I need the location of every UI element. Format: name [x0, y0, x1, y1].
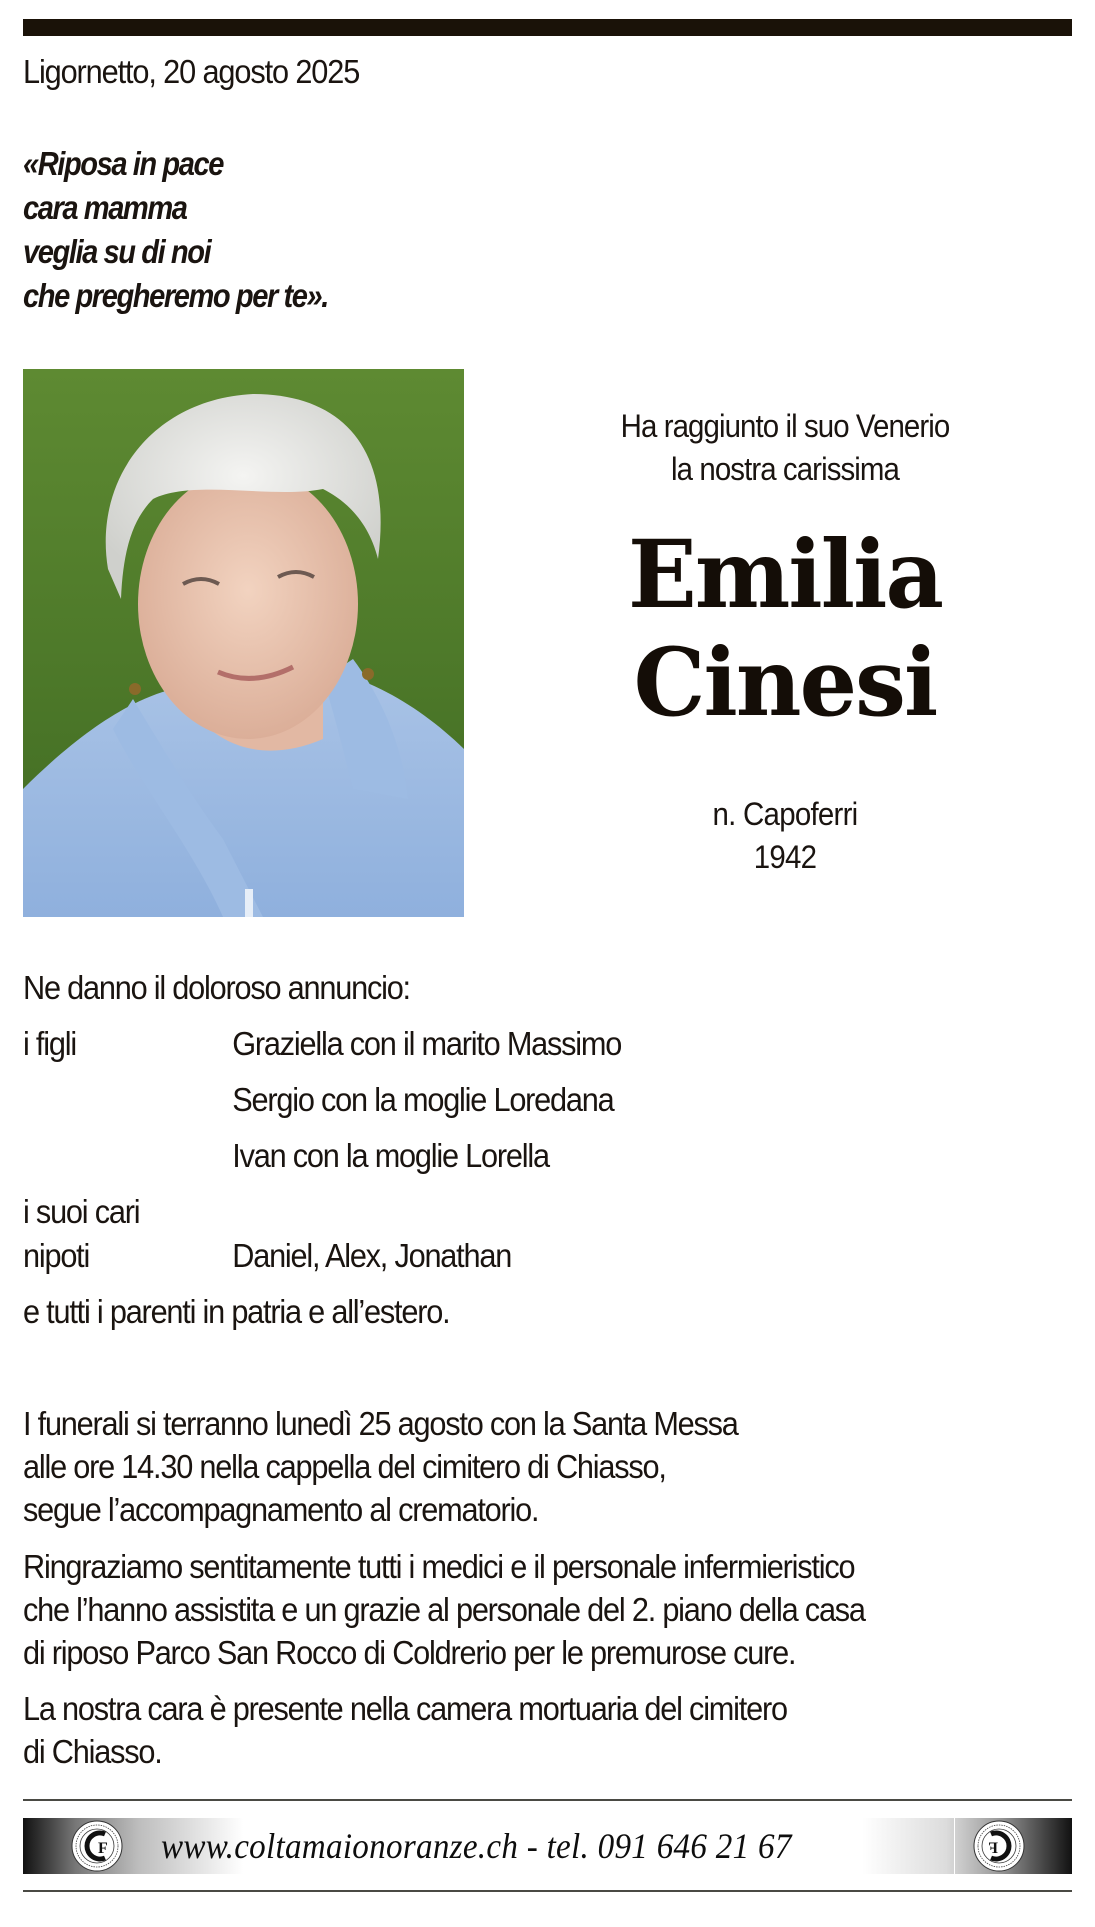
birth-info — [541, 793, 1029, 879]
announcement-block — [520, 405, 1050, 879]
memorial-quote — [23, 142, 328, 318]
funeral-line: alle ore 14.30 nella cappella del cimitero di Chiasso, — [23, 1448, 666, 1485]
quote-line: cara mamma — [23, 189, 187, 226]
family-value: Sergio con la moglie Loredana — [232, 1081, 614, 1118]
viewing-line: La nostra cara è presente nella camera mortuaria del cimitero — [23, 1690, 787, 1727]
mourners-heading: Ne danno il doloroso annuncio: — [23, 969, 410, 1006]
portrait-photo — [23, 369, 464, 917]
announcement-intro — [541, 405, 1029, 491]
funeral-info — [23, 1402, 738, 1531]
family-label: i suoi cari — [23, 1193, 140, 1230]
family-value: Ivan con la moglie Lorella — [232, 1137, 549, 1174]
viewing-line: di Chiasso. — [23, 1733, 162, 1770]
thanks-line: Ringraziamo sentitamente tutti i medici e il personale infermieristico — [23, 1548, 855, 1585]
quote-line: «Riposa in pace — [23, 145, 223, 182]
dateline: Ligornetto, 20 agosto 2025 — [23, 53, 360, 90]
funeral-home-logo-icon — [71, 1820, 123, 1872]
quote-line: veglia su di noi — [23, 233, 211, 270]
family-value: Graziella con il marito Massimo — [232, 1025, 622, 1062]
svg-text:F: F — [988, 1840, 998, 1857]
birth-year: 1942 — [753, 839, 817, 875]
top-bar — [23, 19, 1072, 36]
quote-line: che pregheremo per te». — [23, 277, 328, 314]
deceased-name — [531, 521, 1040, 737]
thanks-info — [23, 1545, 865, 1674]
last-name: Cinesi — [633, 628, 937, 738]
intro-line: Ha raggiunto il suo Venerio — [620, 408, 950, 444]
funeral-home-logo-mirrored-icon — [973, 1820, 1025, 1872]
svg-text:F: F — [98, 1840, 108, 1857]
funeral-home-contact: www.coltamaionoranze.ch - tel. 091 646 21 67 — [161, 1826, 792, 1866]
family-value: Daniel, Alex, Jonathan — [232, 1237, 512, 1274]
family-label: nipoti — [23, 1237, 90, 1274]
funeral-home-banner — [23, 1818, 1072, 1874]
viewing-info — [23, 1687, 787, 1773]
thanks-line: che l’hanno assistita e un grazie al personale del 2. piano della casa — [23, 1591, 865, 1628]
footer-rule-top — [23, 1799, 1072, 1801]
mourners-closing: e tutti i parenti in patria e all’estero. — [23, 1293, 450, 1330]
footer-rule-bottom — [23, 1890, 1072, 1892]
intro-line: la nostra carissima — [671, 451, 899, 487]
funeral-line: segue l’accompagnamento al crematorio. — [23, 1491, 539, 1528]
family-label: i figli — [23, 1025, 76, 1062]
maiden-name: n. Capoferri — [712, 796, 858, 832]
thanks-line: di riposo Parco San Rocco di Coldrerio per le premurose cure. — [23, 1634, 796, 1671]
funeral-line: I funerali si terranno lunedì 25 agosto con la Santa Messa — [23, 1405, 738, 1442]
banner-divider — [954, 1818, 955, 1874]
first-name: Emilia — [627, 520, 943, 630]
portrait-image — [23, 369, 464, 917]
